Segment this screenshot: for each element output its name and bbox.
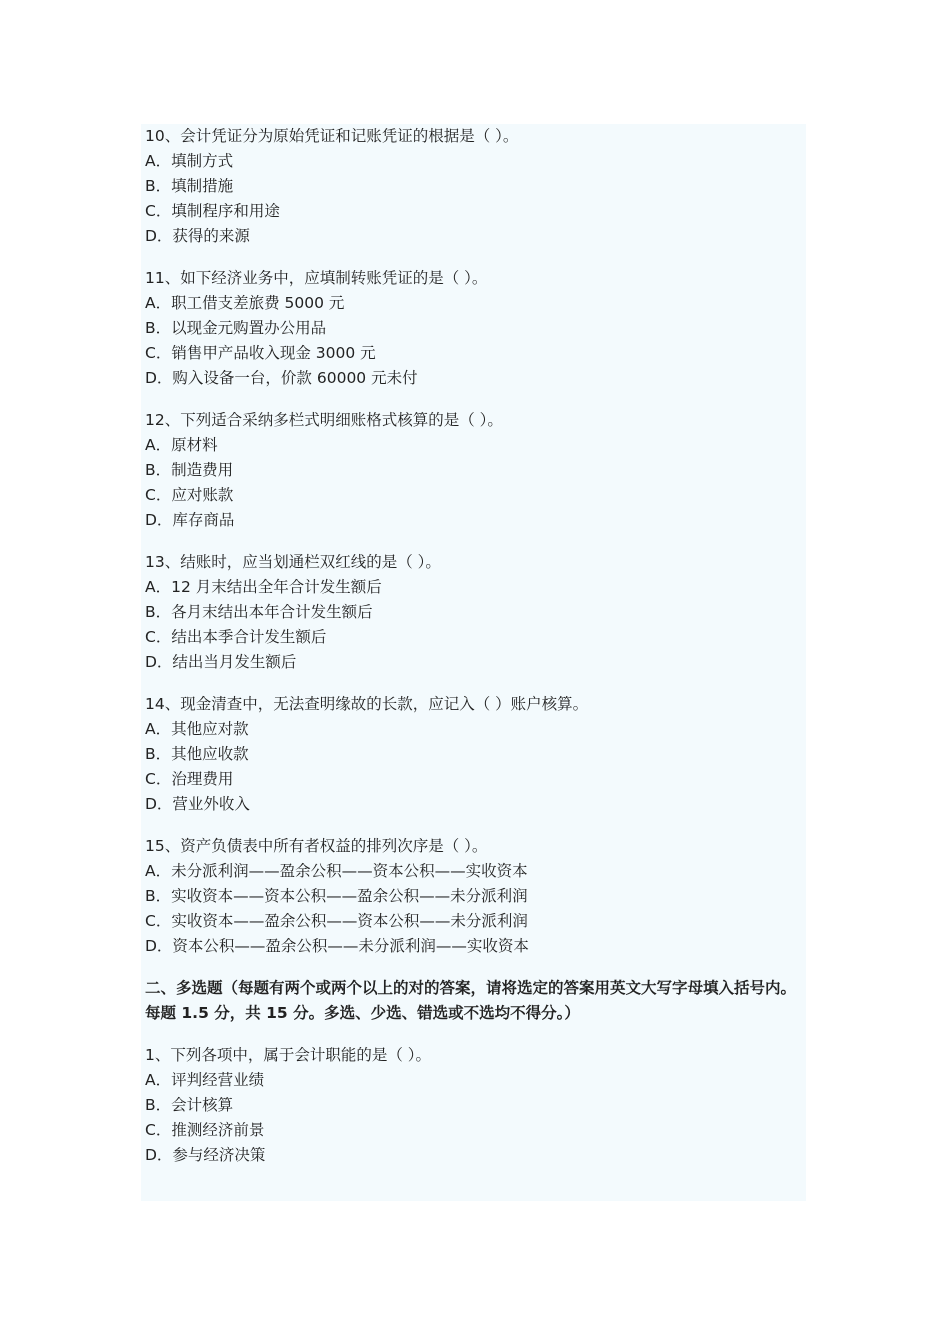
question-text: 13、结账时，应当划通栏双红线的是（ ）。 [145, 553, 441, 571]
option-b: B．会计核算 [145, 1096, 234, 1114]
question-15 [145, 834, 805, 959]
option-d: D．库存商品 [145, 511, 235, 529]
option-a: A．12 月末结出全年合计发生额后 [145, 578, 382, 596]
option-d: D．获得的来源 [145, 227, 250, 245]
question-text: 1、下列各项中，属于会计职能的是（ ）。 [145, 1046, 432, 1064]
question-2-1 [145, 1043, 805, 1168]
document-body [145, 124, 805, 1185]
option-c: C．应对账款 [145, 486, 234, 504]
question-14 [145, 692, 805, 817]
option-c: C．推测经济前景 [145, 1121, 265, 1139]
option-b: B．制造费用 [145, 461, 234, 479]
question-11 [145, 266, 805, 391]
document-content-area [141, 124, 806, 1201]
section-heading-multiple-choice: 二、多选题（每题有两个或两个以上的对的答案，请将选定的答案用英文大写字母填入括号内。每题 1.5 分，共 15 分。多选、少选、错选或不选均不得分。） [145, 979, 797, 1022]
option-b: B．以现金元购置办公用品 [145, 319, 327, 337]
option-b: B．实收资本——资本公积——盈余公积——未分派利润 [145, 887, 528, 905]
question-text: 14、现金清查中，无法查明缘故的长款，应记入（ ）账户核算。 [145, 695, 589, 713]
option-a: A．其他应对款 [145, 720, 249, 738]
option-d: D．结出当月发生额后 [145, 653, 297, 671]
option-a: A．填制方式 [145, 152, 234, 170]
option-a: A．职工借支差旅费 5000 元 [145, 294, 345, 312]
option-c: C．治理费用 [145, 770, 234, 788]
option-d: D．资本公积——盈余公积——未分派利润——实收资本 [145, 937, 529, 955]
option-c: C．结出本季合计发生额后 [145, 628, 327, 646]
question-text: 10、会计凭证分为原始凭证和记账凭证的根据是（ ）。 [145, 127, 519, 145]
question-13 [145, 550, 805, 675]
option-d: D．参与经济决策 [145, 1146, 266, 1164]
option-d: D．营业外收入 [145, 795, 250, 813]
option-a: A．评判经营业绩 [145, 1071, 265, 1089]
option-a: A．未分派利润——盈余公积——资本公积——实收资本 [145, 862, 528, 880]
question-text: 11、如下经济业务中，应填制转账凭证的是（ ）。 [145, 269, 488, 287]
option-c: C．填制程序和用途 [145, 202, 280, 220]
option-d: D．购入设备一台，价款 60000 元未付 [145, 369, 418, 387]
question-12 [145, 408, 805, 533]
question-10 [145, 124, 805, 249]
option-c: C．销售甲产品收入现金 3000 元 [145, 344, 376, 362]
option-b: B．其他应收款 [145, 745, 249, 763]
option-c: C．实收资本——盈余公积——资本公积——未分派利润 [145, 912, 528, 930]
option-b: B．填制措施 [145, 177, 234, 195]
option-b: B．各月末结出本年合计发生额后 [145, 603, 373, 621]
question-text: 15、资产负债表中所有者权益的排列次序是（ ）。 [145, 837, 488, 855]
option-a: A．原材料 [145, 436, 218, 454]
question-text: 12、下列适合采纳多栏式明细账格式核算的是（ ）。 [145, 411, 503, 429]
